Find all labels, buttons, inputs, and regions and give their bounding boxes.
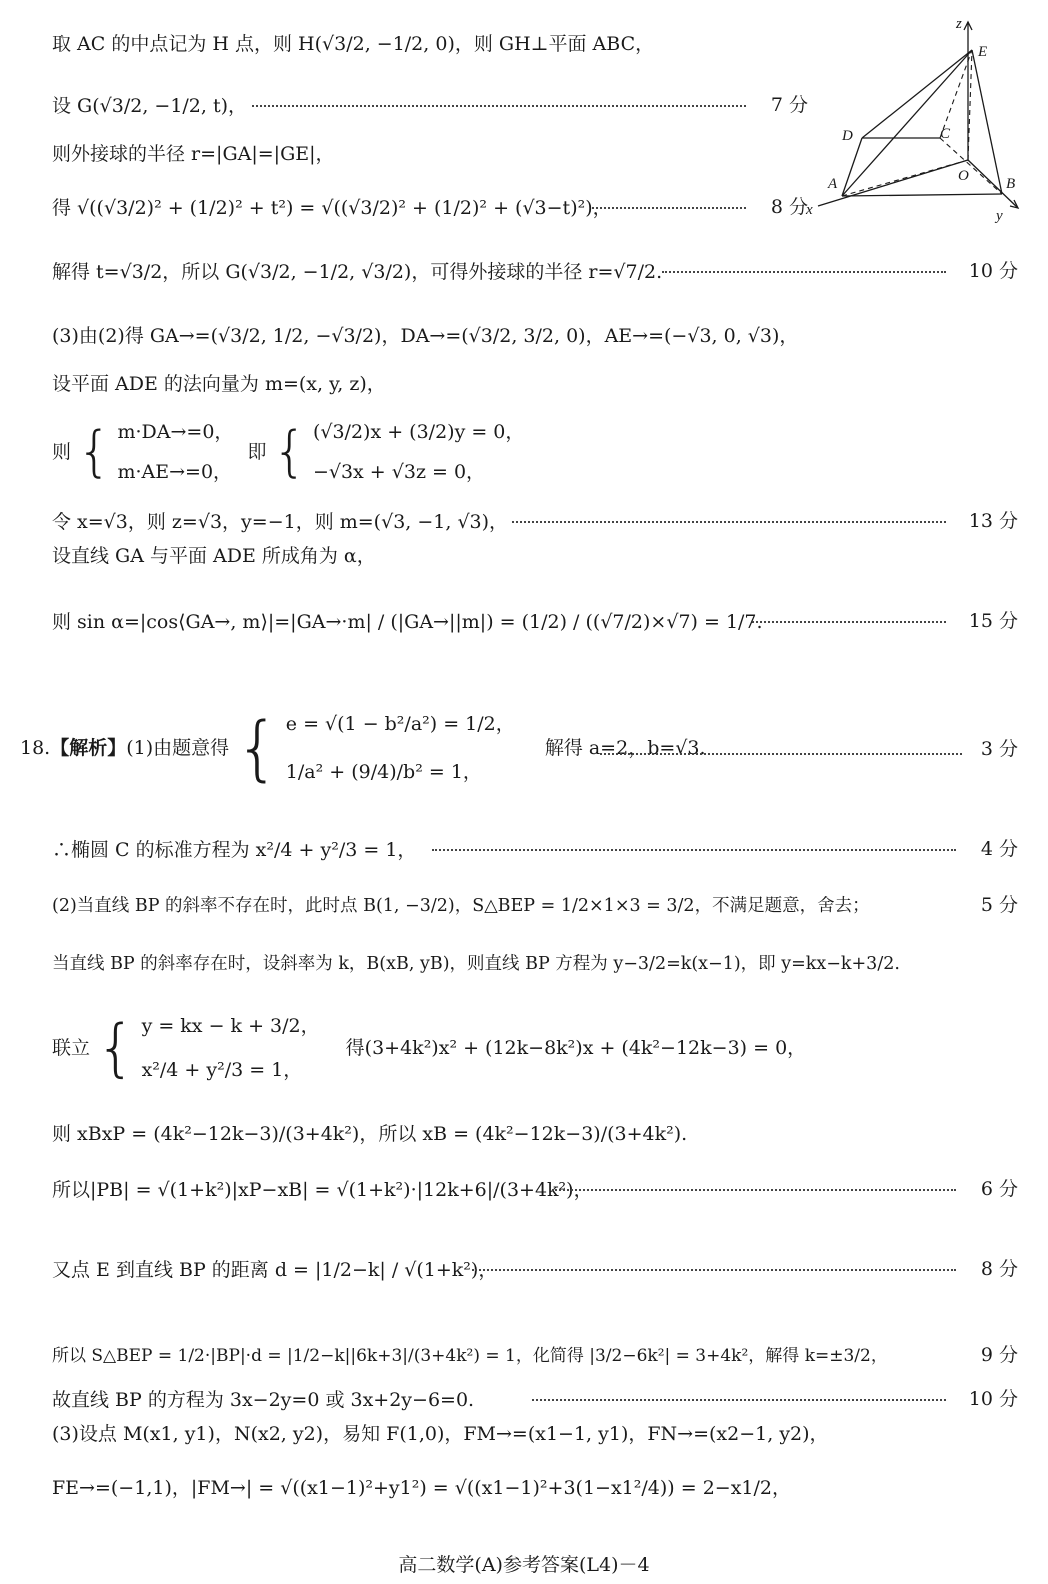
left-brace: { (77, 420, 112, 483)
edge-AB (842, 194, 1002, 196)
score-label: 9 分 (980, 1344, 1018, 1366)
score-label: 3 分 (980, 738, 1018, 760)
page-footer: 高二数学(A)参考答案(L4)－4 (398, 1554, 650, 1576)
left-brace: { (272, 420, 307, 483)
line-16: 又点 E 到直线 BP 的距离 d = |1/2−k| / √(1+k²)， 8 分 (52, 1254, 1018, 1285)
line-12: (2)当直线 BP 的斜率不存在时，此时点 B(1, −3/2)，S△BEP = 1/2×1×3 = 3/2，不满足题意，舍去； 5 分 (52, 890, 1018, 921)
dot-leader (592, 192, 746, 209)
line-6: (3)由(2)得 GA→=(√3/2, 1/2, −√3/2)，DA→=(√3/2, 3/2, 0)，AE→=(−√3, 0, √3)， (52, 325, 799, 347)
dot-leader (600, 738, 962, 755)
line-9: 设直线 GA 与平面 ADE 所成角为 α， (52, 545, 376, 567)
line-20: FE→=(−1,1)，|FM→| = √((x1−1)²+y1²) = √((x1−1)²+3(1−x1²/4)) = 2−x1/2， (52, 1477, 791, 1499)
score-label: 4 分 (980, 838, 1018, 860)
line-15: 所以|PB| = √(1+k²)|xP−xB| = √(1+k²)·|12k+6|/(3+4k²)， 6 分 (52, 1174, 1018, 1205)
figure-label-B: B (1006, 176, 1016, 192)
score-label: 10 分 (968, 260, 1018, 282)
score-label: 7 分 (770, 94, 808, 116)
line-4: 得 √((√3/2)² + (1/2)² + t²) = √((√3/2)² + (1/2)² + (√3−t)²)， 8 分 (52, 192, 808, 223)
figure-label-O: O (958, 168, 969, 184)
line-intersection-system: 联立 { y = kx − k + 3/2， x²/4 + y²/3 = 1， 得(3+4k²)x² + (12k−8k²)x + (4k²−12k−3) = 0， (52, 1004, 1018, 1094)
line-2: 设 G(√3/2, −1/2, t)， 7 分 (52, 90, 808, 121)
line-19: (3)设点 M(x1, y1)，N(x2, y2)，易知 F(1,0)，FM→=(x1−1, y1)，FN→=(x2−1, y2)， (52, 1423, 829, 1445)
line-10: 则 sin α=|cos⟨GA→, m⟩|=|GA→·m| / (|GA→||m|) = (1/2) / ((√7/2)×√7) = 1/7. 15 分 (52, 606, 1018, 637)
dot-leader (532, 1384, 946, 1401)
dot-leader (472, 1254, 956, 1271)
line-1: 取 AC 的中点记为 H 点，则 H(√3/2, −1/2, 0)，则 GH⊥平面 ABC， (52, 33, 655, 55)
dot-leader (552, 1174, 956, 1191)
figure-label-z: z (956, 16, 962, 32)
edge-BE (972, 50, 1002, 194)
problem-18-part1: 18.【解析】(1)由题意得 { e = √(1 − b²/a²) = 1/2， 1/a² + (9/4)/b² = 1， 解得 a=2，b=√3. 3 分 (20, 700, 1018, 800)
geometry-figure (800, 10, 1030, 230)
edge-AO (842, 160, 968, 196)
intersection-eqs: y = kx − k + 3/2， x²/4 + y²/3 = 1， (141, 1015, 320, 1081)
line-5: 解得 t=√3/2，所以 G(√3/2, −1/2, √3/2)，可得外接球的半径 r=√7/2. 10 分 (52, 256, 1018, 287)
figure-label-E: E (978, 44, 988, 60)
dot-leader (752, 606, 946, 623)
dot-leader (252, 90, 746, 107)
score-label: 13 分 (968, 510, 1018, 532)
line-3: 则外接球的半径 r=|GA|=|GE|， (52, 143, 335, 165)
line-8: 令 x=√3，则 z=√3，y=−1，则 m=(√3, −1, √3)， 13 分 (52, 506, 1018, 537)
line-11: ∴椭圆 C 的标准方程为 x²/4 + y²/3 = 1， 4 分 (52, 834, 1018, 865)
edge-AE (842, 50, 972, 196)
line-13: 当直线 BP 的斜率存在时，设斜率为 k，B(xB, yB)，则直线 BP 方程为 y−3/2=k(x−1)，即 y=kx−k+3/2. (52, 954, 900, 974)
score-label: 6 分 (980, 1178, 1018, 1200)
left-brace: { (96, 1011, 136, 1084)
score-label: 15 分 (968, 610, 1018, 632)
ellipse-system: e = √(1 − b²/a²) = 1/2， 1/a² + (9/4)/b² = 1， (285, 713, 515, 783)
score-label: 10 分 (968, 1388, 1018, 1410)
figure-label-D: D (842, 128, 853, 144)
dot-leader (662, 256, 946, 273)
normal-vector-system: 则 { m·DA→=0， m·AE→=0， 即 { (√3/2)x + (3/2)y = 0， −√3x + √3z = 0， (52, 412, 1018, 494)
system-right: (√3/2)x + (3/2)y = 0， −√3x + √3z = 0， (312, 421, 525, 483)
score-label: 8 分 (770, 196, 808, 218)
left-brace: { (235, 707, 280, 789)
line-7: 设平面 ADE 的法向量为 m=(x, y, z)， (52, 373, 386, 395)
figure-label-A: A (828, 176, 838, 192)
dot-leader (512, 506, 946, 523)
dot-leader (432, 834, 956, 851)
figure-label-y: y (996, 208, 1003, 224)
line-17: 所以 S△BEP = 1/2·|BP|·d = |1/2−k||6k+3|/(3+4k²) = 1，化简得 |3/2−6k²| = 3+4k²，解得 k=±3/2， 9 分 (52, 1340, 1018, 1371)
line-14: 则 xBxP = (4k²−12k−3)/(3+4k²)，所以 xB = (4k²−12k−3)/(3+4k²). (52, 1123, 688, 1145)
figure-label-x: x (806, 202, 813, 218)
edge-AD (842, 138, 862, 196)
x-axis (818, 160, 968, 206)
figure-label-C: C (940, 126, 951, 142)
system-left: m·DA→=0， m·AE→=0， (117, 421, 234, 483)
line-18: 故直线 BP 的方程为 3x−2y=0 或 3x+2y−6=0. 10 分 (52, 1384, 1018, 1415)
score-label: 8 分 (980, 1258, 1018, 1280)
score-label: 5 分 (980, 894, 1018, 916)
